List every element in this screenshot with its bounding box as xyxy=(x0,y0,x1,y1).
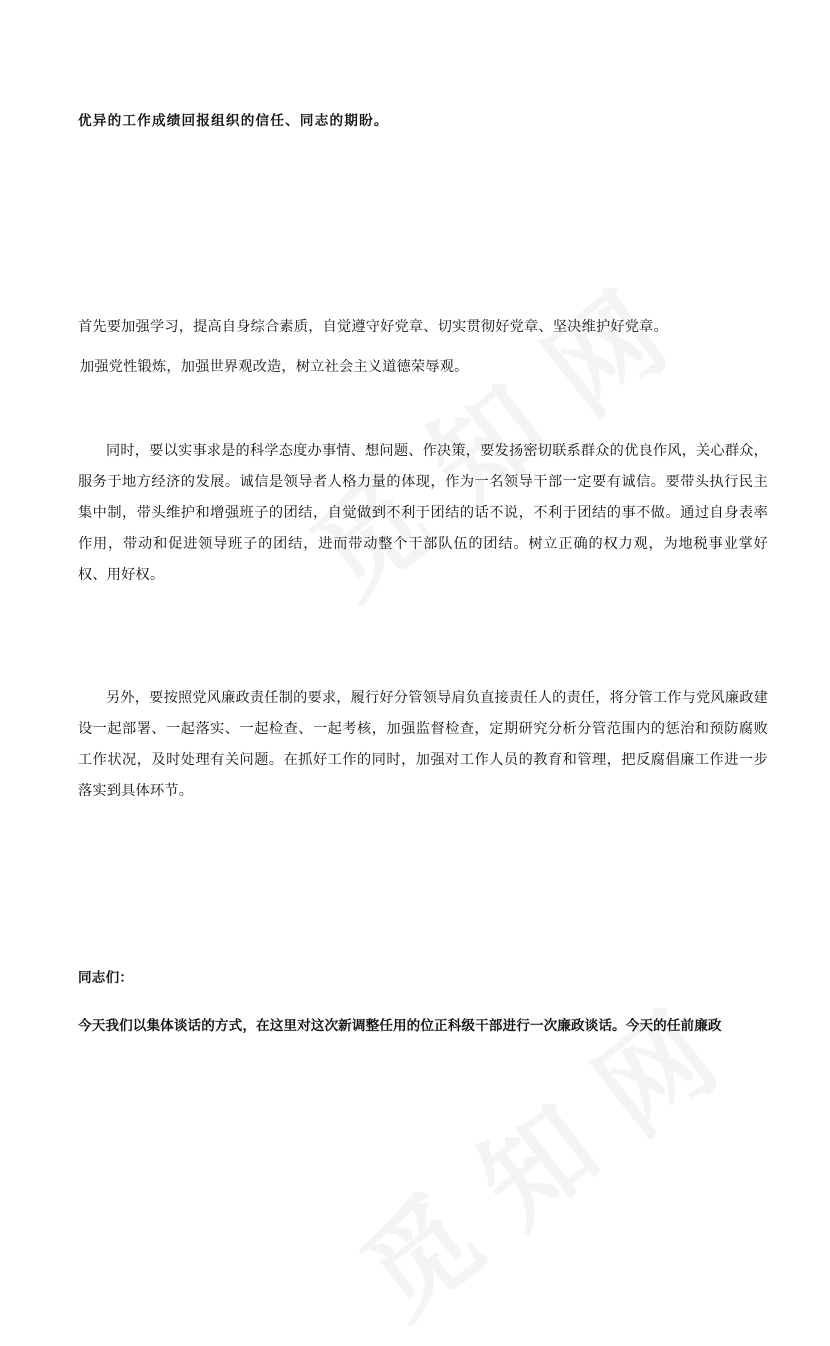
paragraph-2: 同时，要以实事求是的科学态度办事情、想问题、作决策，要发扬密切联系群众的优良作风，关心群众，服务于地方经济的发展。诚信是领导者人格力量的体现，作为一名领导干部一定要有诚信。要带头执行民主集中制，带头维护和增强班子的团结，自觉做到不利于团结的话不说，不利于团结的事不做。通过自身表率作用，带动和促进领导班子的团结，进而带动整个干部队伍的团结。树立正确的权力观，为地税事业掌好权、用好权。 xyxy=(78,443,768,583)
paragraph-1-line-1: 首先要加强学习，提高自身综合素质，自觉遵守好党章、切实贯彻好党章、坚决维护好党章。 xyxy=(78,319,668,335)
speech-opening-line: 今天我们以集体谈话的方式，在这里对这次新调整任用的位正科级干部进行一次廉政谈话。今天的任前廉政 xyxy=(78,1018,722,1034)
top-line: 优异的工作成绩回报组织的信任、同志的期盼。 xyxy=(78,113,389,129)
paragraph-1-line-2: 加强党性锻炼，加强世界观改造，树立社会主义道德荣辱观。 xyxy=(80,359,469,375)
paragraph-3: 另外，要按照党风廉政责任制的要求，履行好分管领导肩负直接责任人的责任，将分管工作与党风廉政建设一起部署、一起落实、一起检查、一起考核，加强监督检查，定期研究分析分管范围内的惩治和预防腐败工作状况，及时处理有关问题。在抓好工作的同时，加强对工作人员的教育和管理，把反腐倡廉工作进一步落实到具体环节。 xyxy=(78,690,768,799)
greeting: 同志们： xyxy=(78,970,134,986)
